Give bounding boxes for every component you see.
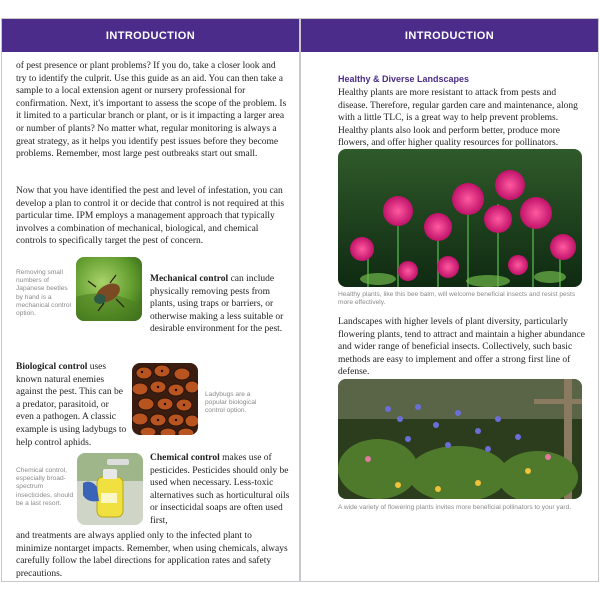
chemical-control-text: makes use of pesticides. Pesticides should only be used when necessary. Less-toxic alternatives such as horticultural oils or insecticidal soaps are often used first, — [150, 453, 290, 526]
chemical-control-term: Chemical control — [150, 453, 220, 463]
sprayer-photo — [77, 453, 143, 525]
right-page-header: INTRODUCTION — [301, 19, 598, 52]
right-page — [300, 18, 599, 582]
intro-paragraph-2: Now that you have identified the pest and level of infestation, you can develop a plan to control it or decide that control is not required at this particular time. IPM employs a management approach that typically involves a combination of mechanical, biological, and chemical controls to specifically target the pest of concern. — [16, 186, 285, 247]
beetle-caption: Removing small numbers of Japanese beetles by hand is a mechanical control option. — [16, 269, 71, 318]
japanese-beetle-photo — [76, 257, 142, 321]
biological-control-text: uses known natural enemies against the pest. This can be a predator, parasitoid, or even a pathogen. A classic example is using ladybugs to help control aphids. — [16, 362, 127, 448]
flowering-garden-photo — [338, 379, 582, 499]
intro-paragraph-1: of pest presence or plant problems? If you do, take a closer look and try to identify the culprit. Use this guide as an aid. You can then take a sample to a local extension agent or nursery professional for confirmation. Next, it's important to assess the scope of the problem. Is it limited to a particular branch or plant, or is it impacting a larger area or number of plants? No matter what, regular monitoring is always a great strategy, as it helps you identify pest issues before they become problems. Remember, most large pest outbreaks start out small. — [16, 61, 287, 160]
healthy-plants-paragraph: Healthy plants are more resistant to attack from pests and disease. Therefore, regular garden care and maintenance, along with a little TLC, is a great way to help prevent problems. Healthy plants also look and perform better, produce more flowers, and offer higher quality resources for pollinators. — [338, 88, 578, 149]
left-page-header: INTRODUCTION — [2, 19, 299, 52]
chemical-control-paragraph — [150, 452, 292, 528]
bee-balm-photo — [338, 149, 582, 287]
biological-control-term: Biological control — [16, 362, 88, 372]
flowering-garden-caption: A wide variety of flowering plants invites more beneficial pollinators to your yard. — [338, 504, 572, 511]
chemical-caption: Chemical control, especially broad-spectrum insecticides, should be a last resort. — [16, 467, 74, 507]
biological-control-paragraph — [16, 361, 128, 449]
ladybugs-caption: Ladybugs are a popular biological control option. — [205, 391, 257, 415]
left-page — [1, 18, 300, 582]
chemical-control-continued: and treatments are always applied only to the infected plant to minimize nontarget impacts. Remember, when using chemicals, always carefully follow the label directions for application rates and safety precautions. — [16, 531, 288, 579]
healthy-landscapes-heading: Healthy & Diverse Landscapes — [338, 74, 470, 84]
plant-diversity-paragraph: Landscapes with higher levels of plant diversity, particularly flowering plants, tend to attract and maintain a higher abundance and wider range of beneficial insects. Collectively, such basic methods are easy to implement and offer a strong first line of defense. — [338, 317, 585, 378]
mechanical-control-paragraph — [150, 273, 292, 336]
mechanical-control-term: Mechanical control — [150, 274, 229, 284]
mechanical-control-text: can include physically removing pests from plants, using traps or barriers, or otherwise making a less suitable or desirable environment for the pest. — [150, 274, 284, 335]
ladybugs-photo — [132, 363, 198, 435]
bee-balm-caption: Healthy plants, like this bee balm, will welcome beneficial insects and resist pests more effectively. — [338, 291, 576, 307]
